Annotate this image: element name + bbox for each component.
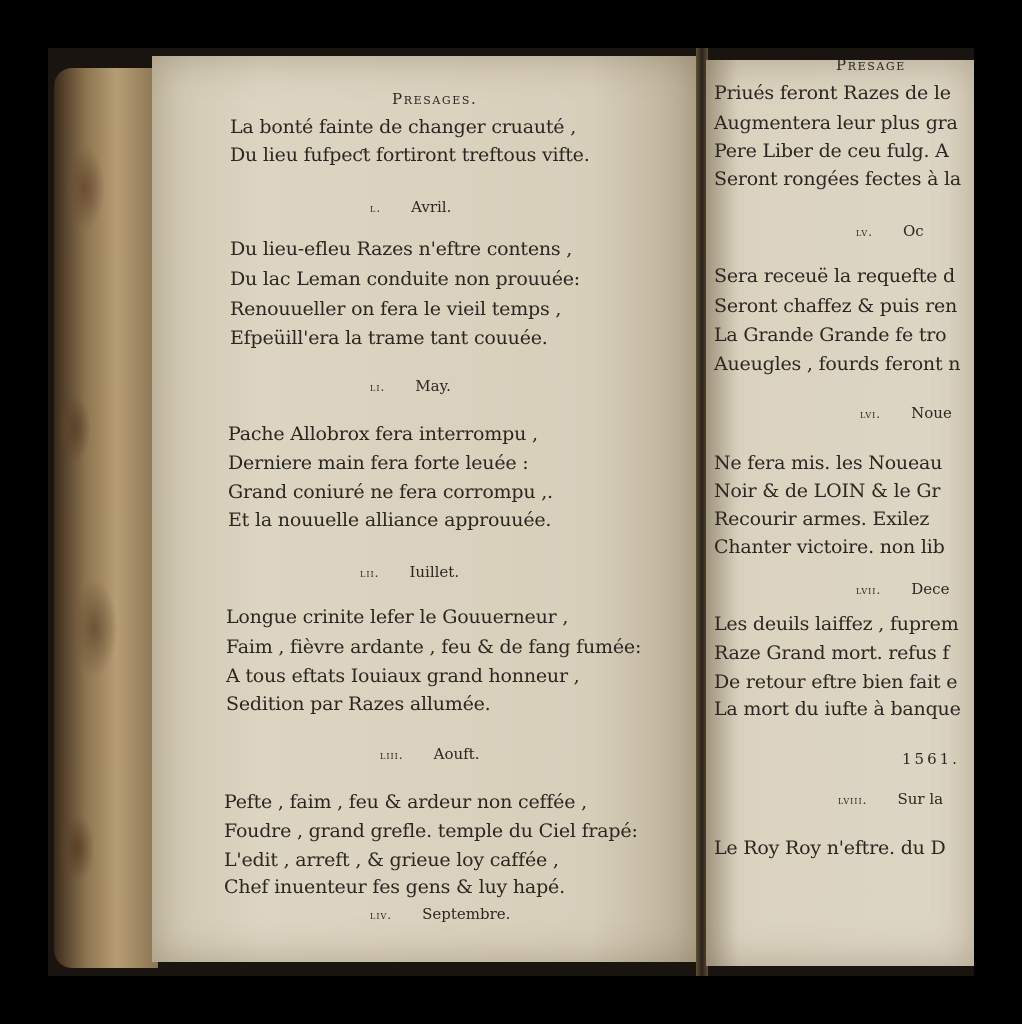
verse-line: Sera receuë la requefte d xyxy=(714,265,955,287)
section-title: Noue xyxy=(911,404,952,422)
section-number: lvi. xyxy=(860,407,882,421)
verse-line: Seront chaffez & puis ren xyxy=(714,295,958,317)
verse-line: Grand coniuré ne fera corrompu ,. xyxy=(228,481,553,503)
verse-line: La bonté fainte de changer cruauté , xyxy=(230,116,577,138)
section-number: l. xyxy=(370,201,382,215)
verse-line: Du lieu-efleu Razes n'eftre contens , xyxy=(230,238,573,260)
verse-line: Foudre , grand grefle. temple du Ciel frapé: xyxy=(224,820,638,842)
right-page-text xyxy=(706,60,974,966)
verse-line: De retour eftre bien fait e xyxy=(714,671,958,693)
section-title: May. xyxy=(415,377,451,395)
verse-line: Faim , fièvre ardante , feu & de fang fumée: xyxy=(226,636,642,658)
verse-line: Le Roy Roy n'eftre. du D xyxy=(714,837,946,859)
verse-line: Priués feront Razes de le xyxy=(714,82,951,104)
verse-line: Augmentera leur plus gra xyxy=(714,112,958,134)
verse-line: Pache Allobrox fera interrompu , xyxy=(228,423,538,445)
verse-line: Longue crinite lefer le Gouuerneur , xyxy=(226,606,569,628)
verse-line: Efpeüill'era la trame tant couuée. xyxy=(230,327,548,349)
verse-line: La mort du iufte à banque xyxy=(714,698,961,720)
left-running-header: Presages. xyxy=(392,90,478,108)
section-number: liv. xyxy=(370,908,393,922)
section-title: Septembre. xyxy=(422,905,511,923)
verse-line: Raze Grand mort. refus f xyxy=(714,642,950,664)
section-title: 1561. xyxy=(902,750,960,768)
verse-line: Chef inuenteur fes gens & luy hapé. xyxy=(224,876,565,898)
verse-line: Recourir armes. Exilez xyxy=(714,508,930,530)
verse-line: L'edit , arreft , & grieue loy caffée , xyxy=(224,849,559,871)
verse-line: Du lieu fufpeƈt fortiront treftous vifte. xyxy=(230,144,590,166)
section-title: Oc xyxy=(902,222,924,240)
section-number: liii. xyxy=(380,748,404,762)
verse-line: Renouueller on fera le vieil temps , xyxy=(230,298,562,320)
section-heading xyxy=(856,580,949,598)
marbled-edge xyxy=(54,68,158,968)
section-number: lii. xyxy=(360,566,380,580)
section-title: Dece xyxy=(911,580,950,598)
verse-line: Pefte , faim , feu & ardeur non ceffée , xyxy=(224,791,587,813)
section-heading xyxy=(856,222,924,240)
right-running-header: Presage xyxy=(836,60,906,74)
verse-line: Aueugles , fourds feront n xyxy=(714,353,961,375)
year-heading xyxy=(902,750,960,768)
section-heading xyxy=(380,745,479,763)
verse-line: Et la nouuelle alliance approuuée. xyxy=(228,509,552,531)
section-number: lvii. xyxy=(856,583,882,597)
verse-line: Derniere main fera forte leuée : xyxy=(228,452,529,474)
verse-line: Pere Liber de ceu fulg. A xyxy=(714,140,949,162)
section-title: Sur la xyxy=(897,790,944,808)
section-number: lv. xyxy=(856,225,873,239)
section-title: Aouft. xyxy=(433,745,480,763)
book-scan xyxy=(48,48,974,976)
verse-line: Noir & de LOIN & le Gr xyxy=(714,480,941,502)
verse-line: Chanter victoire. non lib xyxy=(714,536,945,558)
verse-line: A tous eftats Iouiaux grand honneur , xyxy=(226,665,580,687)
section-heading xyxy=(860,404,952,422)
section-title: Iuillet. xyxy=(409,563,460,581)
section-heading xyxy=(838,790,943,808)
verse-line: La Grande Grande fe tro xyxy=(714,324,947,346)
section-number: li. xyxy=(370,380,386,394)
section-title: Avril. xyxy=(411,198,452,216)
verse-line: Ne fera mis. les Noueau xyxy=(714,452,943,474)
verse-line: Du lac Leman conduite non prouuée: xyxy=(230,268,580,290)
section-heading xyxy=(370,198,451,216)
section-number: lviii. xyxy=(838,793,868,807)
section-heading xyxy=(370,377,451,395)
verse-line: Sedition par Razes allumée. xyxy=(226,693,491,715)
verse-line: Les deuils laiffez , fuprem xyxy=(714,613,959,635)
section-heading xyxy=(370,905,510,923)
section-heading xyxy=(360,563,459,581)
verse-line: Seront rongées fectes à la xyxy=(714,168,962,190)
